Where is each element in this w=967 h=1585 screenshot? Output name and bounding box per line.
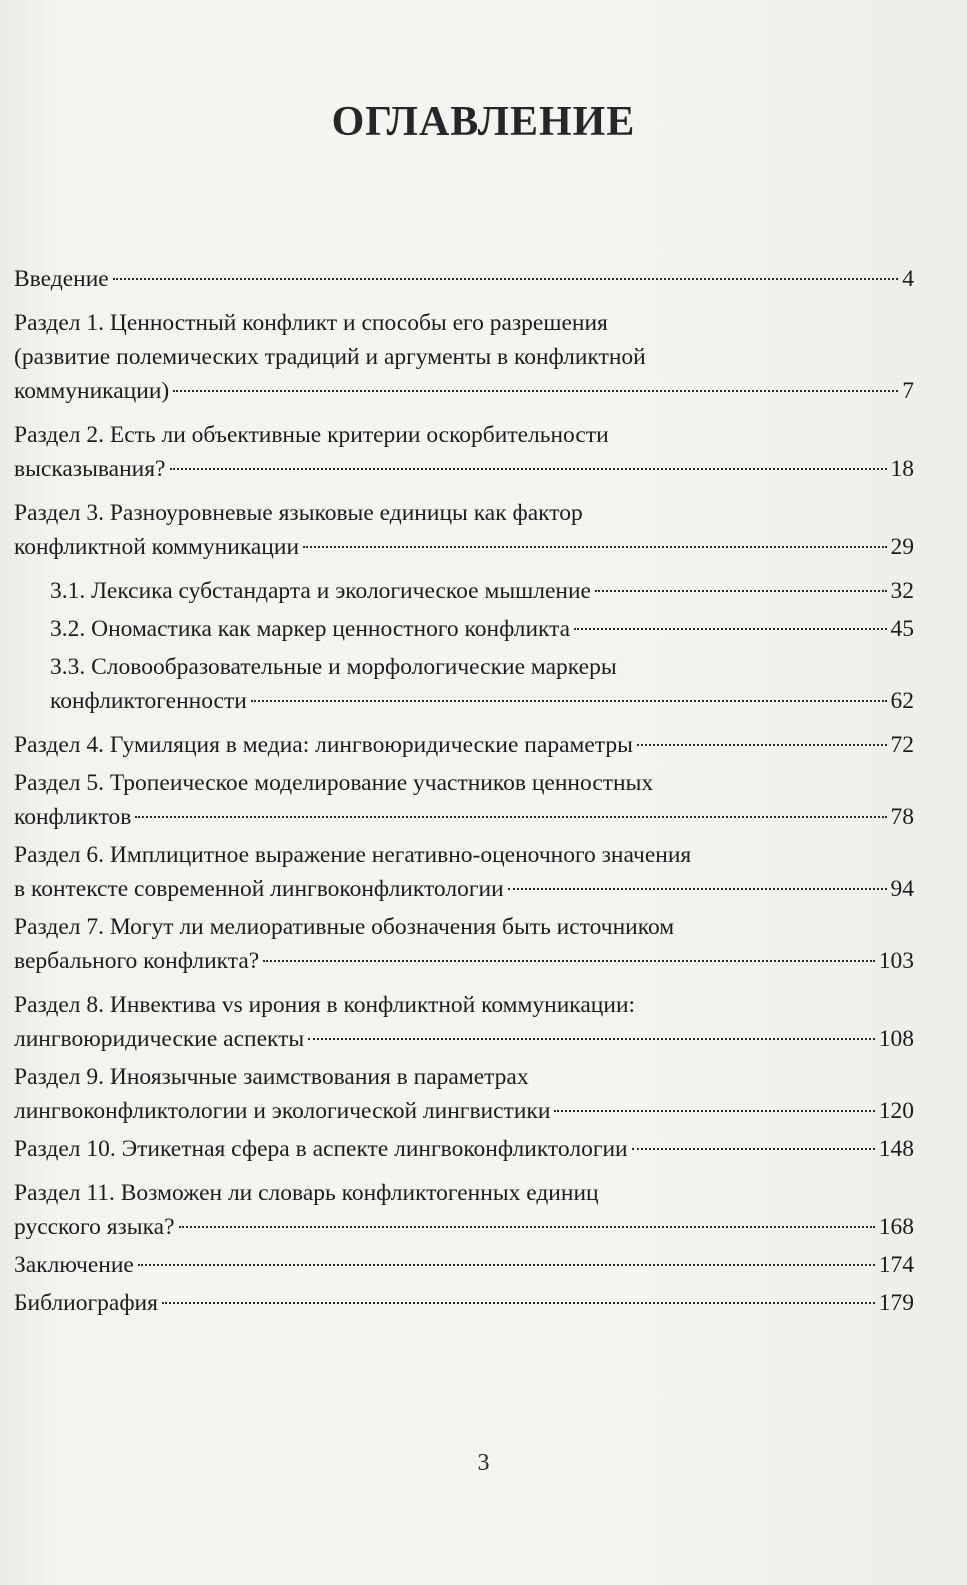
toc-entry (14, 612, 914, 646)
toc-page-number: 62 (890, 688, 914, 714)
dot-leader (574, 628, 886, 630)
toc-entry-title-line: коммуникации) (14, 378, 170, 404)
dot-leader (138, 1264, 875, 1266)
toc-entry-final-line (14, 374, 914, 408)
toc-page-number: 168 (878, 1214, 914, 1240)
toc-page-number: 45 (890, 616, 914, 642)
toc-entry-title-line: 3.1. Лексика субстандарта и экологическое мышление (50, 578, 591, 604)
dot-leader (508, 888, 887, 890)
toc-page-number: 94 (890, 876, 914, 902)
toc-entry-final-line (14, 1022, 914, 1056)
toc-entry-title-line: высказывания? (14, 456, 166, 482)
toc-entry-final-line (14, 728, 914, 762)
dot-leader (170, 468, 887, 470)
toc-entry (14, 650, 914, 718)
toc-page-number: 103 (878, 948, 914, 974)
toc-entry-title-line: Введение (14, 266, 109, 292)
toc-page-number: 174 (878, 1252, 914, 1278)
dot-leader (179, 1226, 875, 1228)
toc-page-number: 72 (890, 732, 914, 758)
toc-entry-title-line: Раздел 2. Есть ли объективные критерии оскорбительности (14, 422, 609, 448)
toc-entry-title-line: Раздел 5. Тропеическое моделирование участников ценностных (14, 770, 654, 796)
toc-entry (14, 838, 914, 906)
dot-leader (637, 744, 887, 746)
page-title: ОГЛАВЛЕНИЕ (331, 99, 636, 145)
toc-entry-title-line: 3.2. Ономастика как маркер ценностного конфликта (50, 616, 571, 642)
toc-page-number: 120 (878, 1098, 914, 1124)
toc-entry-title-line: (развитие полемических традиций и аргументы в конфликтной (14, 344, 646, 370)
toc-entry-title-line: конфликтной коммуникации (14, 534, 300, 560)
toc-entry-title-line: Заключение (14, 1252, 134, 1278)
toc-entry-title-line: вербального конфликта? (14, 948, 260, 974)
toc-entry (14, 1176, 914, 1244)
toc-entry-title-line: Раздел 1. Ценностный конфликт и способы его разрешения (14, 310, 608, 336)
toc-entry-title-line: конфликтогенности (50, 688, 247, 714)
toc-entry (14, 1060, 914, 1128)
toc-entry (14, 418, 914, 486)
toc-entry-title-line: Раздел 11. Возможен ли словарь конфликтогенных единиц (14, 1180, 599, 1206)
toc-entry-title-line: Библиография (14, 1290, 158, 1316)
toc-entry (14, 766, 914, 834)
toc-entry-final-line (14, 1210, 914, 1244)
toc-entry-final-line (14, 872, 914, 906)
toc-entry-final-line (50, 612, 914, 646)
toc-entry-final-line (14, 530, 914, 564)
toc-page-number: 108 (878, 1026, 914, 1052)
toc-entry (14, 1248, 914, 1282)
toc-entry (14, 306, 914, 408)
toc-entry-title-line: Раздел 8. Инвектива vs ирония в конфликтной коммуникации: (14, 992, 636, 1018)
dot-leader (135, 816, 886, 818)
dot-leader (554, 1110, 874, 1112)
toc-entry-title-line: Раздел 3. Разноуровневые языковые единицы как фактор (14, 500, 583, 526)
dot-leader (595, 590, 887, 592)
toc-page-number: 29 (890, 534, 914, 560)
toc-entry-final-line (14, 262, 914, 296)
toc-entry-title-line: 3.3. Словообразовательные и морфологические маркеры (50, 654, 617, 680)
toc-entry-title-line: Раздел 9. Иноязычные заимствования в параметрах (14, 1064, 529, 1090)
toc-entry-title-line: Раздел 6. Имплицитное выражение негативно-оценочного значения (14, 842, 692, 868)
toc-entry-final-line (14, 944, 914, 978)
toc-page-number: 7 (902, 378, 914, 404)
toc-page-number: 18 (890, 456, 914, 482)
dot-leader (263, 960, 875, 962)
toc-entry (14, 1286, 914, 1320)
toc-entry-final-line (14, 800, 914, 834)
toc-page-number: 179 (878, 1290, 914, 1316)
dot-leader (173, 390, 898, 392)
toc-entry-final-line (14, 452, 914, 486)
toc-entry-final-line (14, 1132, 914, 1166)
toc-entry-title-line: Раздел 7. Могут ли мелиоративные обозначения быть источником (14, 914, 675, 940)
toc-entry-final-line (50, 574, 914, 608)
toc-entry-title-line: лингвоюридические аспекты (14, 1026, 305, 1052)
toc-entry (14, 1132, 914, 1166)
toc-entry (14, 910, 914, 978)
toc-entry-final-line (14, 1248, 914, 1282)
toc-entry-title-line: в контексте современной лингвоконфликтологии (14, 876, 504, 902)
toc-page-number: 78 (890, 804, 914, 830)
toc-entry-final-line (14, 1094, 914, 1128)
toc-page-number: 148 (878, 1136, 914, 1162)
dot-leader (632, 1148, 875, 1150)
toc-entry-title-line: лингвоконфликтологии и экологической лингвистики (14, 1098, 551, 1124)
dot-leader (113, 278, 899, 280)
toc-entry (14, 728, 914, 762)
toc-entry-final-line (50, 684, 914, 718)
toc-entry (14, 262, 914, 296)
dot-leader (251, 700, 887, 702)
toc-entry-title-line: конфликтов (14, 804, 132, 830)
dot-leader (308, 1038, 875, 1040)
toc-entry (14, 496, 914, 564)
page-number: 3 (477, 1450, 490, 1476)
toc-entry-title-line: Раздел 10. Этикетная сфера в аспекте лингвоконфликтологии (14, 1136, 628, 1162)
toc-page-number: 32 (890, 578, 914, 604)
dot-leader (303, 546, 886, 548)
dot-leader (162, 1302, 875, 1304)
table-of-contents (14, 262, 914, 1330)
toc-entry-title-line: Раздел 4. Гумиляция в медиа: лингвоюридические параметры (14, 732, 633, 758)
toc-entry (14, 988, 914, 1056)
toc-entry-title-line: русского языка? (14, 1214, 175, 1240)
toc-page-number: 4 (902, 266, 914, 292)
toc-entry-final-line (14, 1286, 914, 1320)
toc-entry (14, 574, 914, 608)
